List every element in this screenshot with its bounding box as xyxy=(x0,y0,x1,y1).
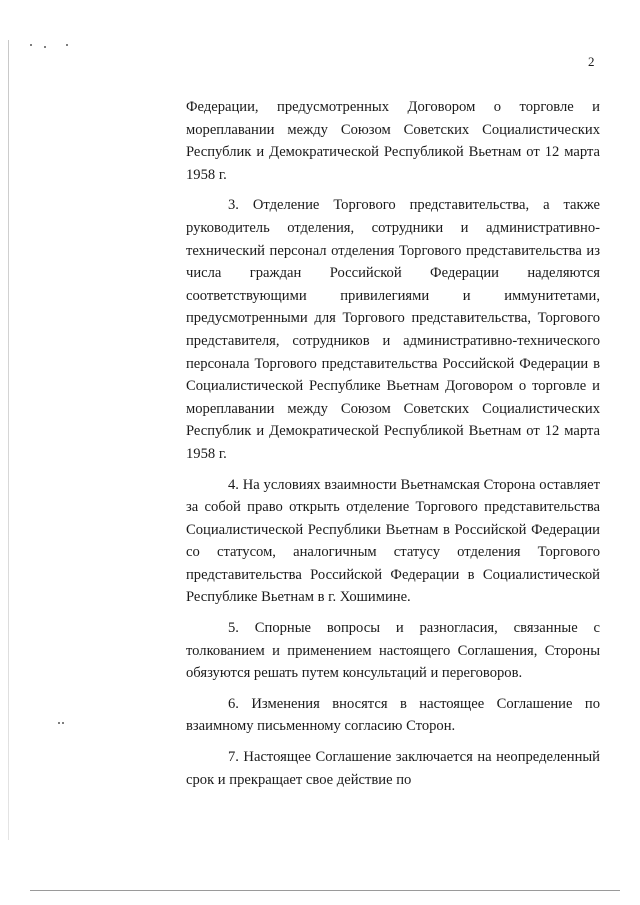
paragraph-continuation: Федерации, предусмотренных Договором о торговле и мореплавании между Союзом Советских Социалистических Республик и Демократической Республикой Вьетнам от 12 марта 1958 г. xyxy=(186,99,600,183)
document-body xyxy=(186,96,600,799)
scan-speck xyxy=(44,46,46,48)
page-number: 2 xyxy=(588,54,595,69)
scan-bottom-edge xyxy=(30,890,620,891)
paragraph-5: 5. Спорные вопросы и разногласия, связанные с толкованием и применением настоящего Соглашения, Стороны обязуются решать путем консультаций и переговоров. xyxy=(186,620,600,682)
paragraph-3: 3. Отделение Торгового представительства, а также руководитель отделения, сотрудники и административно-технический персонал отделения Торгового представительства из числа граждан Российской Федерации наделяются соответствующими привилегиями и иммунитетами, предусмотренными для Торгового представительства, Торгового представителя, сотрудников и административно-технического персонала Торгового представительства Российской Федерации в Социалистической Республике Вьетнам Договором о торговле и мореплавании между Союзом Советских Социалистических Республик и Демократической Республикой Вьетнам от 12 марта 1958 г. xyxy=(186,197,600,462)
scan-speck xyxy=(30,44,32,46)
paragraph-7: 7. Настоящее Соглашение заключается на неопределенный срок и прекращает свое действие по xyxy=(186,749,600,788)
paragraph-6: 6. Изменения вносятся в настоящее Соглашение по взаимному письменному согласию Сторон. xyxy=(186,695,600,735)
scan-speck xyxy=(66,44,68,46)
paragraph-4: 4. На условиях взаимности Вьетнамская Сторона оставляет за собой право открыть отделение Торгового представительства Социалистической Республики Вьетнам в Российской Федерации со статусом, аналогичным статусу отделения Торгового представительства Российской Федерации в Социалистической Республике Вьетнам в г. Хошимине. xyxy=(186,476,600,606)
scan-speck xyxy=(62,722,64,724)
scan-speck xyxy=(58,722,60,724)
scan-edge xyxy=(8,40,9,840)
